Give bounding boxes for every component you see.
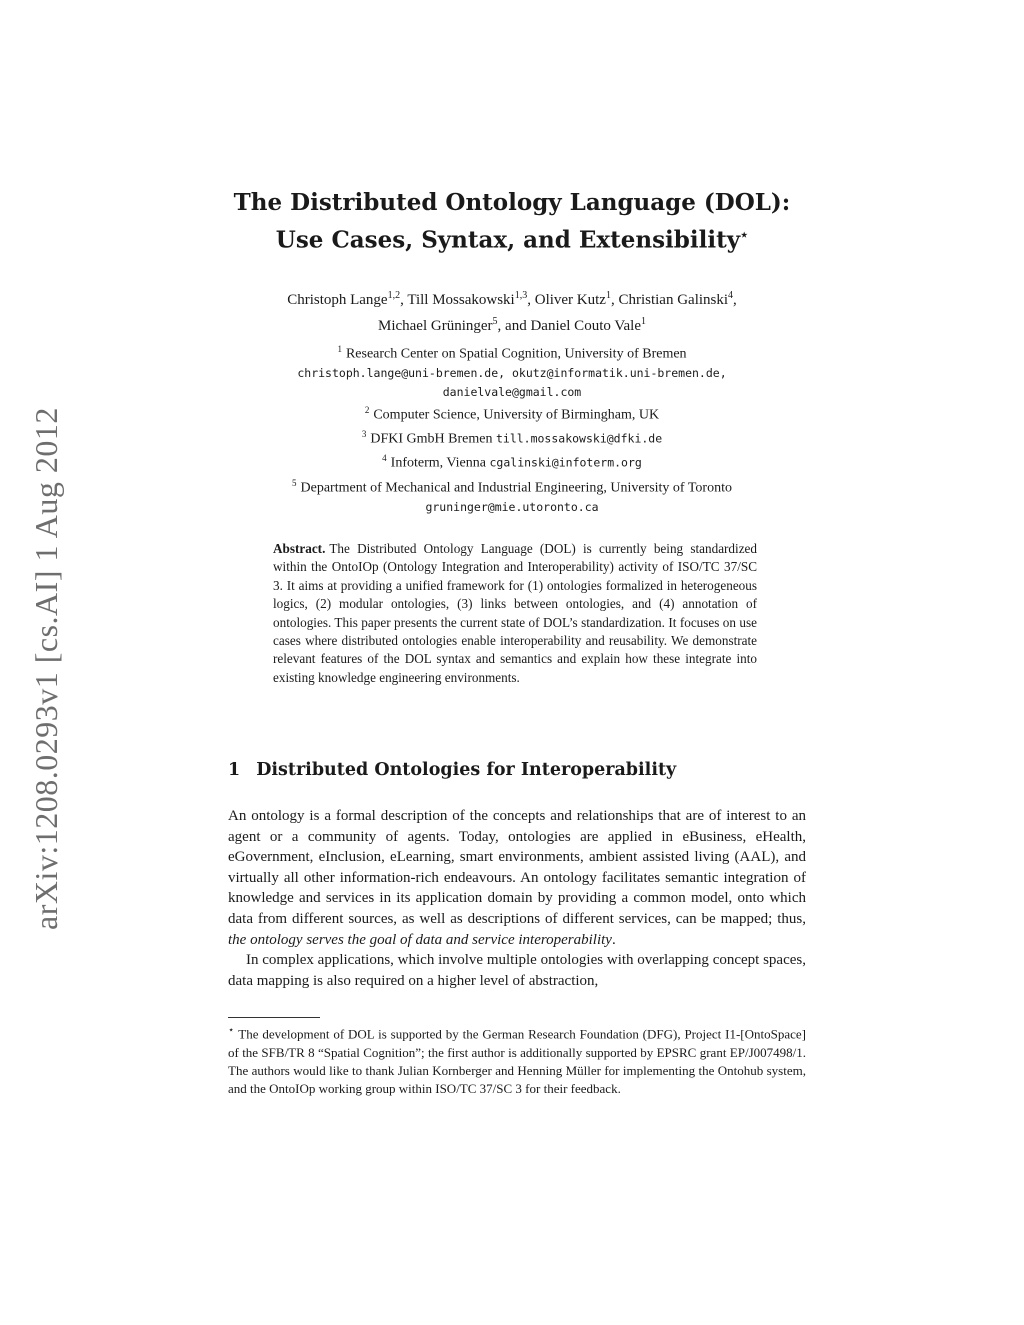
author-name: Daniel Couto Vale — [530, 318, 641, 334]
author-affil-sup: 1,2 — [387, 290, 401, 301]
author-name: Michael Grüninger — [377, 318, 493, 334]
section-heading — [228, 760, 808, 780]
title-line-1: The Distributed Ontology Language (DOL): — [233, 189, 791, 216]
author-name: Christoph Lange — [287, 292, 388, 308]
author-list — [200, 285, 824, 337]
paragraph-1: An ontology is a formal description of the concepts and relationships that are of interest to an agent or a community of agents. Today, ontologies are applied in eBusiness, eHealth, eGovernment, eInclusion, eLearning, smart environments, ambient assisted living (AAL), and virtually all other information-rich endeavours. An ontology facilitates semantic integration of knowledge and services in its application domain by providing a common model, onto which data from different sources, as well as descriptions of different services, can be mapped; thus, the ontology serves the goal of data and service interoperability. — [228, 808, 806, 948]
author-affil-sup: 1,3 — [514, 290, 528, 301]
section-title: Distributed Ontologies for Interoperability — [256, 760, 677, 780]
author-name: Oliver Kutz — [534, 292, 606, 308]
author-affil-sup: 1 — [605, 290, 611, 301]
abstract-text: The Distributed Ontology Language (DOL) is currently being standardized within the OntoIOp (Ontology Integration and Interoperability) activity of ISO/TC 37/SC 3. It aims at providing a unified framework for (1) ontologies formalized in heterogeneous logics, (2) modular ontologies, (3) links between ontologies, and (4) annotation of ontologies. This paper presents the current state of DOL’s standardization. It focuses on use cases where distributed ontologies enable interoperability and reusability. We demonstrate relevant features of the DOL syntax and semantics and explain how these integrate into existing knowledge engineering environments. — [273, 541, 757, 685]
title-footnote-mark: ⋆ — [740, 228, 749, 243]
affiliation-3-email[interactable]: till.mossakowski@dfki.de — [495, 431, 663, 446]
author-affil-sup: 1 — [641, 316, 646, 327]
affiliation-4: $^4$ Infoterm, Vienna cgalinski@infoterm.org — [382, 453, 642, 472]
affiliation-1-email-2[interactable]: danielvale@gmail.com — [442, 384, 582, 399]
author-name: Till Mossakowski — [407, 292, 515, 308]
author-affil-sup: 4 — [728, 290, 734, 301]
affiliation-3: $^3$ DFKI GmbH Bremen till.mossakowski@dfki.de — [361, 429, 663, 447]
footnote — [228, 1022, 806, 1098]
affiliation-2: $^2$ Computer Science, University of Birmingham, UK — [364, 405, 660, 423]
emphasis-text: the ontology serves the goal of data and service interoperability — [228, 931, 612, 948]
arxiv-identifier: arXiv:1208.0293v1 [cs.AI] 1 Aug 2012 — [28, 407, 64, 930]
footnote-mark: ⋆ — [228, 1025, 235, 1036]
paper-title — [180, 186, 844, 257]
author-line-1: Christoph Lange$^{1,2}$, Till Mossakowski$^{1,3}$, Oliver Kutz$^1$, Christian Galinski$^4$, — [287, 290, 737, 308]
affiliation-5: $^5$ Department of Mechanical and Industrial Engineering, University of Toronto — [292, 477, 732, 496]
affiliation-1: $^1$ Research Center on Spatial Cognition, University of Bremen — [337, 344, 687, 362]
footnote-text: The development of DOL is supported by the German Research Foundation (DFG), Project I1-[OntoSpace] of the SFB/TR 8 “Spatial Cognition”; the first author is additionally supported by EPSRC grant EP/J007498/1. The authors would like to thank Julian Kornberger and Henning Müller for implementing the Ontohub system, and the OntoIOp working group within ISO/TC 37/SC 3 for their feedback. — [228, 1026, 806, 1096]
section-body — [228, 806, 806, 991]
abstract — [273, 540, 757, 687]
abstract-label: Abstract. — [273, 541, 326, 556]
author-affil-sup: 5 — [492, 316, 498, 327]
paragraph-2: In complex applications, which involve multiple ontologies with overlapping concept spaces, data mapping is also required on a higher level of abstraction, — [228, 952, 806, 989]
affiliation-list — [200, 340, 824, 516]
affiliation-1-emails[interactable]: christoph.lange@uni-bremen.de, okutz@informatik.uni-bremen.de, — [297, 366, 727, 381]
footnote-rule — [228, 1017, 320, 1018]
affiliation-4-email[interactable]: cgalinski@infoterm.org — [489, 456, 642, 471]
section-number: 1 — [228, 760, 241, 780]
title-line-2: Use Cases, Syntax, and Extensibility⋆ — [275, 226, 749, 254]
affiliation-5-email[interactable]: gruninger@mie.utoronto.ca — [425, 499, 599, 514]
author-name: Christian Galinski — [618, 292, 729, 308]
author-line-2: Michael Grüninger$^5$, and Daniel Couto Vale$^1$ — [377, 316, 646, 334]
